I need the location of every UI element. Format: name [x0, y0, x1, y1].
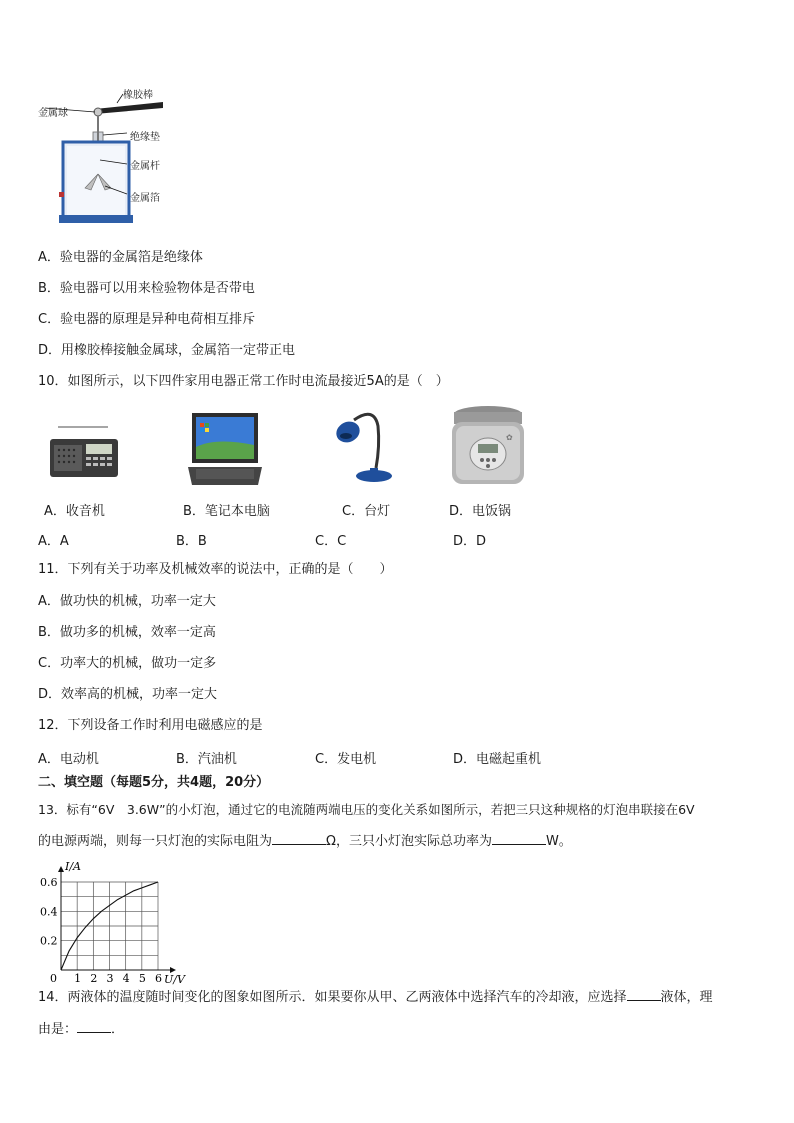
label-metal-foil: 金属箔 — [130, 193, 160, 204]
q13-line-1: 13．标有“6V 3.6W”的小灯泡，通过它的电流随两端电压的变化关系如图所示，若把三只这种规格的灯泡串联接在6V — [38, 802, 695, 817]
x-tick-label: 4 — [122, 972, 130, 985]
q9-option-a: A．验电器的金属箔是绝缘体 — [38, 250, 203, 265]
q13-blank-1[interactable] — [272, 832, 326, 845]
label-insulating-pad: 绝缘垫 — [130, 132, 160, 143]
label-metal-rod: 金属杆 — [130, 161, 160, 172]
q14-line-2 — [38, 1020, 124, 1039]
q13-blank-2[interactable] — [492, 832, 546, 845]
q14-text-b: 液体，理 — [660, 990, 713, 1005]
q12-option-b: B．汽油机 — [176, 752, 237, 767]
y-axis-arrow — [58, 866, 64, 872]
q12-option-c: C．发电机 — [315, 752, 377, 767]
iu-chart — [40, 856, 200, 986]
q13-line-2 — [38, 832, 572, 851]
q11-stem: 11．下列有关于功率及机械效率的说法中，正确的是（ ） — [38, 562, 393, 577]
chart-grid — [61, 882, 158, 970]
q10-stem: 10．如图所示，以下四件家用电器正常工作时电流最接近5A的是（ ） — [38, 374, 449, 389]
laptop-image — [186, 411, 266, 489]
y-tick-label: 0.2 — [40, 934, 58, 948]
q9-option-b: B．验电器可以用来检验物体是否带电 — [38, 281, 255, 296]
chart-ticks — [40, 876, 162, 985]
q9-option-c: C．验电器的原理是异种电荷相互排斥 — [38, 312, 256, 327]
appliance-label-a: A．收音机 — [44, 504, 105, 519]
x-tick-label: 0 — [50, 972, 57, 985]
q10-option-a: A．A — [38, 534, 69, 549]
q13-text-a: 的电源两端，则每一只灯泡的实际电阻为 — [38, 834, 273, 849]
x-tick-label: 1 — [74, 972, 82, 985]
rice-cooker-image — [448, 402, 528, 490]
q10-option-c: C．C — [315, 534, 347, 549]
q9-option-d: D．用橡胶棒接触金属球，金属箔一定带正电 — [38, 343, 296, 358]
q12-option-d: D．电磁起重机 — [453, 752, 542, 767]
desk-lamp-image — [334, 406, 394, 484]
q11-option-d: D．效率高的机械，功率一定大 — [38, 687, 218, 702]
q10-option-b: B．B — [176, 534, 207, 549]
svg-text:✿: ✿ — [506, 433, 513, 442]
x-tick-label: 2 — [90, 972, 98, 985]
appliance-label-b: B．笔记本电脑 — [183, 504, 270, 519]
q14-line-1 — [38, 988, 713, 1007]
q13-text-b: Ω，三只小灯泡实际总功率为 — [326, 834, 492, 849]
x-axis-label: U/V — [164, 973, 185, 986]
q11-option-c: C．功率大的机械，做功一定多 — [38, 656, 217, 671]
q11-option-b: B．做功多的机械，效率一定高 — [38, 625, 216, 640]
radio-image — [48, 425, 120, 481]
q12-option-a: A．电动机 — [38, 752, 99, 767]
label-metal-ball: 金属球 — [38, 108, 68, 119]
y-tick-label: 0.4 — [40, 905, 58, 919]
q14-text-a: 14．两液体的温度随时间变化的图象如图所示．如果要你从甲、乙两液体中选择汽车的冷却液，应选择 — [38, 990, 627, 1005]
q14-text-c: 由是： — [38, 1022, 78, 1037]
q11-option-a: A．做功快的机械，功率一定大 — [38, 594, 216, 609]
appliance-label-d: D．电饭锅 — [449, 504, 512, 519]
label-rubber-rod: 橡胶棒 — [123, 90, 153, 101]
y-tick-label: 0.6 — [40, 876, 58, 889]
x-tick-label: 3 — [106, 972, 114, 985]
q14-blank-1[interactable] — [627, 988, 661, 1001]
q14-text-d: ． — [111, 1022, 125, 1037]
q10-option-d: D．D — [453, 534, 487, 549]
q14-blank-2[interactable] — [77, 1020, 111, 1033]
q13-text-c: W。 — [545, 834, 572, 849]
section-2-title: 二、填空题（每题5分，共4题，20分） — [38, 775, 270, 790]
x-tick-label: 6 — [155, 972, 162, 985]
q12-stem: 12．下列设备工作时利用电磁感应的是 — [38, 718, 263, 733]
y-axis-label: I/A — [65, 860, 81, 873]
appliance-label-c: C．台灯 — [342, 504, 391, 519]
x-tick-label: 5 — [138, 972, 146, 985]
